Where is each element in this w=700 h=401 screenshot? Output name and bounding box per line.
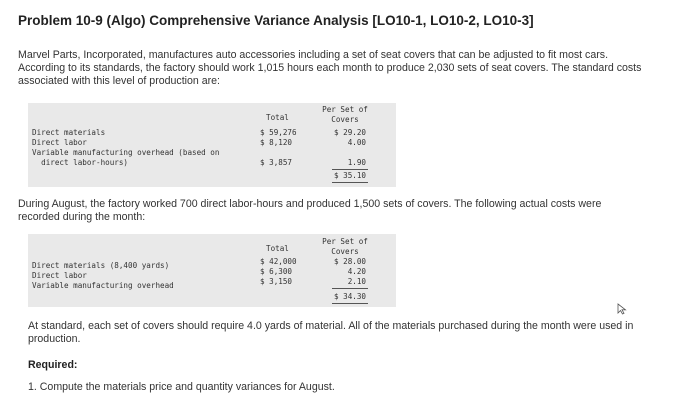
- row-label: Direct materials (8,400 yards): [32, 261, 170, 270]
- row-total: $ 6,300: [260, 267, 293, 276]
- row-per-set: $ 29.20: [333, 128, 366, 137]
- note-line: production.: [28, 333, 81, 345]
- required-heading: Required:: [28, 359, 78, 371]
- actual-cost-table: [28, 234, 396, 307]
- intro-line: Marvel Parts, Incorporated, manufactures auto accessories including a set of seat covers that can be adjusted to fit most cars.: [18, 49, 609, 61]
- total-rule: [332, 182, 368, 183]
- row-per-set: 2.10: [347, 277, 366, 286]
- row-total: $ 8,120: [260, 138, 293, 147]
- header-per-set: Per Set of: [322, 237, 368, 246]
- row-per-set: 4.20: [347, 267, 366, 276]
- total-rule: [332, 303, 368, 304]
- mouse-cursor-icon: [616, 303, 628, 315]
- row-total: $ 3,857: [260, 158, 293, 167]
- total-per-set: $ 35.10: [333, 171, 366, 180]
- header-covers: Covers: [331, 115, 359, 124]
- august-paragraph: [18, 198, 601, 224]
- note-line: At standard, each set of covers should require 4.0 yards of material. All of the materials purchased during the month were used in: [28, 320, 634, 332]
- header-total: Total: [266, 113, 289, 122]
- row-label: direct labor-hours): [32, 158, 129, 167]
- row-total: $ 42,000: [260, 257, 297, 266]
- row-label: Variable manufacturing overhead (based on: [32, 148, 220, 157]
- standard-cost-table: [28, 103, 396, 187]
- total-per-set: $ 34.30: [333, 292, 366, 301]
- subtotal-rule: [332, 288, 368, 289]
- row-label: Variable manufacturing overhead: [32, 281, 174, 290]
- row-per-set: 1.90: [347, 158, 366, 167]
- row-per-set: $ 28.00: [333, 257, 366, 266]
- header-total: Total: [266, 244, 289, 253]
- row-per-set: 4.00: [347, 138, 366, 147]
- row-label: Direct labor: [32, 271, 87, 280]
- row-label: Direct labor: [32, 138, 87, 147]
- required-item: 1. Compute the materials price and quantity variances for August.: [28, 381, 335, 393]
- header-per-set: Per Set of: [322, 105, 368, 114]
- subtotal-rule: [332, 169, 368, 170]
- problem-title: Problem 10-9 (Algo) Comprehensive Variance Analysis [LO10-1, LO10-2, LO10-3]: [18, 13, 534, 28]
- intro-line: According to its standards, the factory should work 1,015 hours each month to produce 2,030 sets of seat covers. The standard costs: [18, 62, 642, 74]
- august-line: recorded during the month:: [18, 211, 146, 223]
- row-total: $ 59,276: [260, 128, 297, 137]
- august-line: During August, the factory worked 700 direct labor-hours and produced 1,500 sets of covers. The following actual costs were: [18, 198, 602, 210]
- row-label: Direct materials: [32, 128, 106, 137]
- row-total: $ 3,150: [260, 277, 293, 286]
- standard-note-paragraph: [28, 320, 633, 346]
- intro-paragraph: [18, 49, 641, 88]
- header-covers: Covers: [331, 247, 359, 256]
- intro-line: associated with this level of production are:: [18, 75, 220, 87]
